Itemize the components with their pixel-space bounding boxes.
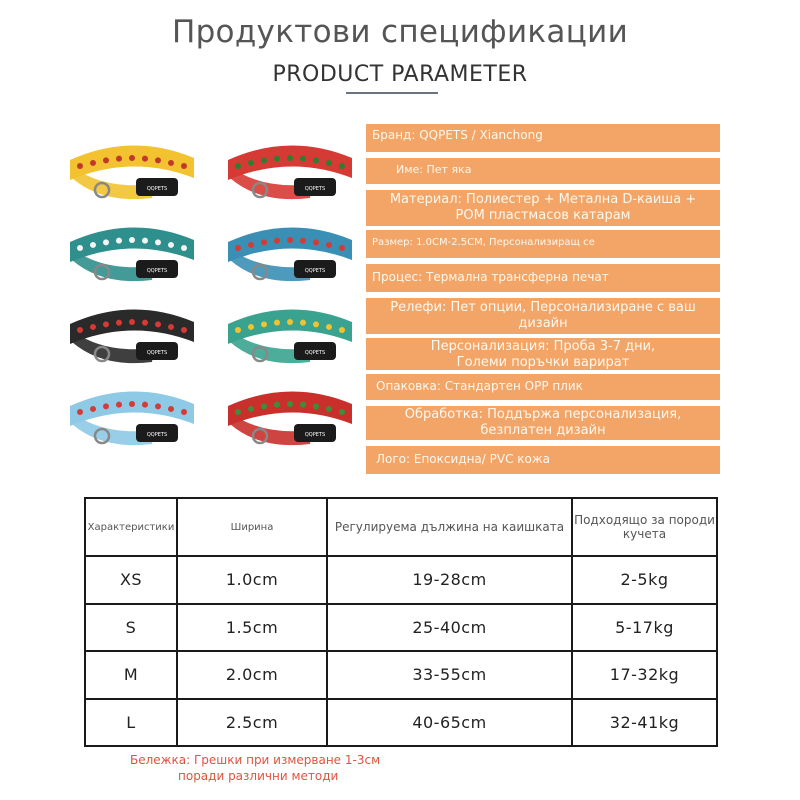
cell-size: S bbox=[85, 604, 177, 652]
page-title: Продуктови спецификации bbox=[171, 14, 629, 50]
header-length: Регулируема дължина на каишката bbox=[327, 498, 572, 556]
cell-weight: 2-5kg bbox=[572, 556, 717, 604]
spec-process: Процес: Термална трансферна печат bbox=[366, 264, 720, 292]
svg-text:QQPETS: QQPETS bbox=[146, 268, 168, 274]
table-row bbox=[85, 651, 717, 699]
size-table bbox=[84, 497, 716, 747]
spec-brand: Бранд: QQPETS / Xianchong bbox=[366, 124, 720, 152]
header-width: Ширина bbox=[177, 498, 327, 556]
spec-material: Материал: Полиестер + Метална D-каиша + POM пластмасов катарам bbox=[366, 190, 720, 226]
cell-size: XS bbox=[85, 556, 177, 604]
title-underline bbox=[346, 92, 438, 94]
collar-image-5 bbox=[62, 302, 202, 374]
cell-length: 40-65cm bbox=[327, 699, 572, 747]
collar-image-7 bbox=[62, 384, 202, 456]
svg-text:QQPETS: QQPETS bbox=[304, 432, 326, 438]
collar-gallery bbox=[62, 138, 362, 468]
cell-weight: 5-17kg bbox=[572, 604, 717, 652]
collar-image-4 bbox=[220, 220, 360, 292]
cell-weight: 17-32kg bbox=[572, 651, 717, 699]
svg-text:QQPETS: QQPETS bbox=[146, 350, 168, 356]
svg-text:QQPETS: QQPETS bbox=[304, 268, 326, 274]
collar-image-6 bbox=[220, 302, 360, 374]
cell-width: 2.0cm bbox=[177, 651, 327, 699]
cell-width: 1.0cm bbox=[177, 556, 327, 604]
cell-length: 33-55cm bbox=[327, 651, 572, 699]
header-breeds: Подходящо за породи кучета bbox=[572, 498, 717, 556]
collar-image-2 bbox=[220, 138, 360, 210]
spec-customization: Персонализация: Проба 3-7 дни, Големи поръчки варират bbox=[366, 338, 720, 370]
cell-size: L bbox=[85, 699, 177, 747]
cell-length: 19-28cm bbox=[327, 556, 572, 604]
spec-packaging: Опаковка: Стандартен OPP плик bbox=[366, 374, 720, 400]
collar-image-1 bbox=[62, 138, 202, 210]
cell-width: 1.5cm bbox=[177, 604, 327, 652]
spec-name: Име: Пет яка bbox=[366, 158, 720, 184]
note-line-2: поради различни методи bbox=[178, 769, 339, 783]
table-row bbox=[85, 604, 717, 652]
svg-text:QQPETS: QQPETS bbox=[146, 186, 168, 192]
spec-processing: Обработка: Поддържа персонализация, безплатен дизайн bbox=[366, 406, 720, 440]
svg-text:QQPETS: QQPETS bbox=[304, 186, 326, 192]
spec-relief: Релефи: Пет опции, Персонализиране с ваш дизайн bbox=[366, 298, 720, 334]
header-characteristics: Характеристики bbox=[85, 498, 177, 556]
cell-size: M bbox=[85, 651, 177, 699]
svg-text:QQPETS: QQPETS bbox=[304, 350, 326, 356]
cell-width: 2.5cm bbox=[177, 699, 327, 747]
note-line-1: Бележка: Грешки при измерване 1-3см bbox=[130, 753, 381, 767]
collar-image-8 bbox=[220, 384, 360, 456]
page-subtitle: PRODUCT PARAMETER bbox=[272, 62, 528, 87]
cell-weight: 32-41kg bbox=[572, 699, 717, 747]
svg-text:QQPETS: QQPETS bbox=[146, 432, 168, 438]
spec-logo: Лого: Епоксидна/ PVC кожа bbox=[366, 446, 720, 474]
spec-size: Размер: 1.0CM-2.5CM, Персонализиращ се bbox=[366, 230, 720, 258]
cell-length: 25-40cm bbox=[327, 604, 572, 652]
table-header-row bbox=[85, 498, 717, 556]
measurement-note bbox=[130, 752, 430, 784]
collar-image-3 bbox=[62, 220, 202, 292]
table-row bbox=[85, 556, 717, 604]
table-row bbox=[85, 699, 717, 747]
